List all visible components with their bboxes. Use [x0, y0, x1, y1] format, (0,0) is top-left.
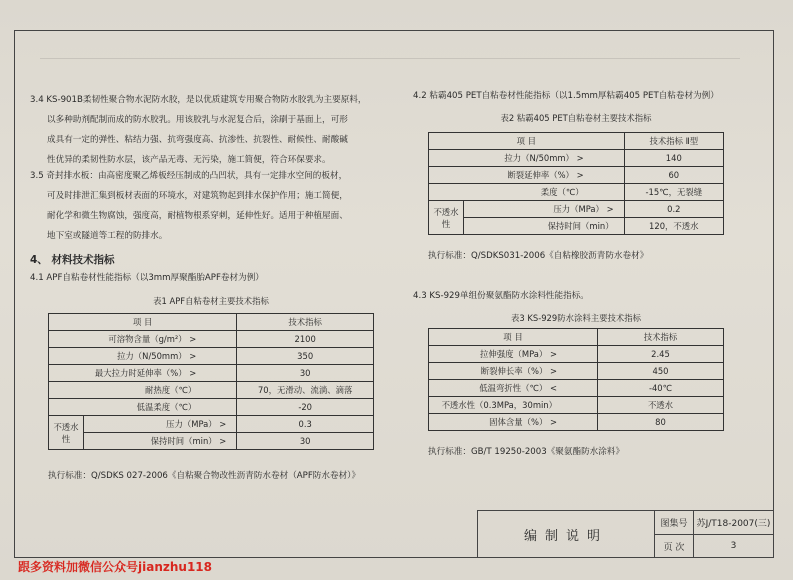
header-item: 项 目	[49, 314, 237, 331]
table1-standard: 执行标准：Q/SDKS 027-2006《自粘聚合物改性沥青防水卷材（APF防水卷材）》	[48, 471, 361, 481]
bleed-through-header	[40, 38, 740, 59]
table-row	[429, 150, 724, 167]
section-4-heading: 4、 材料技术指标	[30, 254, 115, 266]
header-value: 技术指标	[598, 329, 724, 346]
table2-standard: 执行标准：Q/SDKS031-2006《自粘橡胶沥青防水卷材》	[428, 251, 649, 261]
text-line: 耐化学和微生物腐蚀，强度高，耐植物根系穿刺，延伸性好。适用于种植屋面、	[47, 211, 348, 221]
section-4-2-title: 4.2 粘霸405 PET自粘卷材性能指标（以1.5mm厚粘霸405 PET自粘卷材为例）	[413, 91, 719, 101]
table-row	[49, 399, 374, 416]
text-line: 性优异的柔韧性防水层，该产品无毒、无污染，施工简便，符合环保要求。	[47, 155, 331, 165]
table-row	[429, 363, 724, 380]
text-line: 3.4 KS-901B柔韧性聚合物水泥防水胶，是以优质建筑专用聚合物防水胶乳为主要原料，	[30, 95, 367, 105]
table3	[428, 328, 724, 431]
title-block-title: 编制说明	[478, 511, 655, 557]
table-header-row	[429, 329, 724, 346]
text-line: 地下室或隧道等工程的防排水。	[47, 231, 168, 241]
table-row	[429, 380, 724, 397]
text-line: 可及时排泄汇集到板材表面的环境水，对建筑物起到排水保护作用；施工简便，	[47, 191, 348, 201]
watermark-text: 跟多资料加微信公众号jianzhu118	[18, 560, 212, 574]
row-name: 压力（MPa） >	[84, 416, 237, 433]
row-name: 拉力（N/50mm） >	[49, 348, 237, 365]
table-row	[49, 382, 374, 399]
page-number-value: 3	[730, 541, 737, 551]
section-3-4-paragraph	[30, 90, 366, 170]
row-name: 最大拉力时延伸率（%） >	[49, 365, 237, 382]
row-name: 固体含量（%） >	[429, 414, 598, 431]
table3-standard: 执行标准：GB/T 19250-2003《聚氨酯防水涂料》	[428, 447, 625, 457]
row-value: 2100	[237, 331, 374, 348]
table-row	[49, 331, 374, 348]
row-name: 低温弯折性（℃） <	[429, 380, 598, 397]
row-name: 保持时间（min）	[464, 218, 625, 235]
row-name: 压力（MPa） >	[464, 201, 625, 218]
title-block	[477, 510, 773, 557]
table-row	[49, 348, 374, 365]
header-item: 项 目	[429, 133, 625, 150]
table-row	[429, 397, 724, 414]
text-line: 3.5 奇封排水板：由高密度聚乙烯板经压制成的凸凹状，具有一定排水空间的板材，	[30, 171, 348, 181]
atlas-number-value: 苏J/T18-2007(三)	[696, 519, 771, 529]
table3-caption: 表3 KS-929防水涂料主要技术指标	[511, 313, 641, 323]
table-row	[49, 365, 374, 382]
table-row	[429, 184, 724, 201]
row-name: 低温柔度（℃）	[49, 399, 237, 416]
text-line: 成具有一定的弹性、粘结力强、抗弯强度高、抗渗性、抗裂性、耐候性、耐酸碱	[47, 135, 348, 145]
row-name: 保持时间（min） >	[84, 433, 237, 450]
row-value: 70，无滑动、流淌、滴落	[237, 382, 374, 399]
row-value: -40℃	[598, 380, 724, 397]
row-value: 不透水	[598, 397, 724, 414]
row-value: -15℃，无裂缝	[624, 184, 723, 201]
row-name: 柔度（℃）	[429, 184, 625, 201]
row-value: 350	[237, 348, 374, 365]
group-label: 不透水性	[49, 416, 84, 450]
table2	[428, 132, 724, 235]
table-row	[49, 433, 374, 450]
header-value: 技术指标 Ⅱ型	[624, 133, 723, 150]
text-line: 以多种助剂配制而成的防水胶乳。用该胶乳与水泥复合后，涂刷于基面上，可形	[47, 115, 348, 125]
table1	[48, 313, 374, 450]
table-header-row	[429, 133, 724, 150]
header-item: 项 目	[429, 329, 598, 346]
row-name: 耐热度（℃）	[49, 382, 237, 399]
header-value: 技术指标	[237, 314, 374, 331]
table-header-row	[49, 314, 374, 331]
row-value: 0.3	[237, 416, 374, 433]
section-4-1-title: 4.1 APF自粘卷材性能指标（以3mm厚聚酯胎APF卷材为例）	[30, 273, 264, 283]
table-row	[429, 346, 724, 363]
row-name: 断裂延伸率（%） >	[429, 167, 625, 184]
row-value: 450	[598, 363, 724, 380]
table2-caption: 表2 粘霸405 PET自粘卷材主要技术指标	[500, 113, 652, 123]
row-name: 拉伸强度（MPa） >	[429, 346, 598, 363]
row-value: 0.2	[624, 201, 723, 218]
row-value: 2.45	[598, 346, 724, 363]
table1-caption: 表1 APF自粘卷材主要技术指标	[153, 296, 269, 306]
atlas-number-label: 图集号	[660, 519, 688, 529]
row-value: -20	[237, 399, 374, 416]
table-row	[429, 167, 724, 184]
row-value: 30	[237, 433, 374, 450]
table-row	[49, 416, 374, 433]
group-label: 不透水性	[429, 201, 464, 235]
section-4-3-title: 4.3 KS-929单组份聚氨酯防水涂料性能指标。	[413, 291, 589, 301]
page-number-label: 页 次	[663, 542, 685, 553]
table-row	[429, 201, 724, 218]
table-row	[429, 218, 724, 235]
row-value: 60	[624, 167, 723, 184]
row-value: 120，不透水	[624, 218, 723, 235]
table-row	[429, 414, 724, 431]
row-name: 拉力（N/50mm） >	[429, 150, 625, 167]
row-name: 不透水性（0.3MPa，30min）	[429, 397, 598, 414]
row-value: 80	[598, 414, 724, 431]
row-name: 断裂伸长率（%） >	[429, 363, 598, 380]
section-3-5-paragraph	[30, 166, 348, 246]
row-value: 30	[237, 365, 374, 382]
row-name: 可溶物含量（g/m²） >	[49, 331, 237, 348]
row-value: 140	[624, 150, 723, 167]
